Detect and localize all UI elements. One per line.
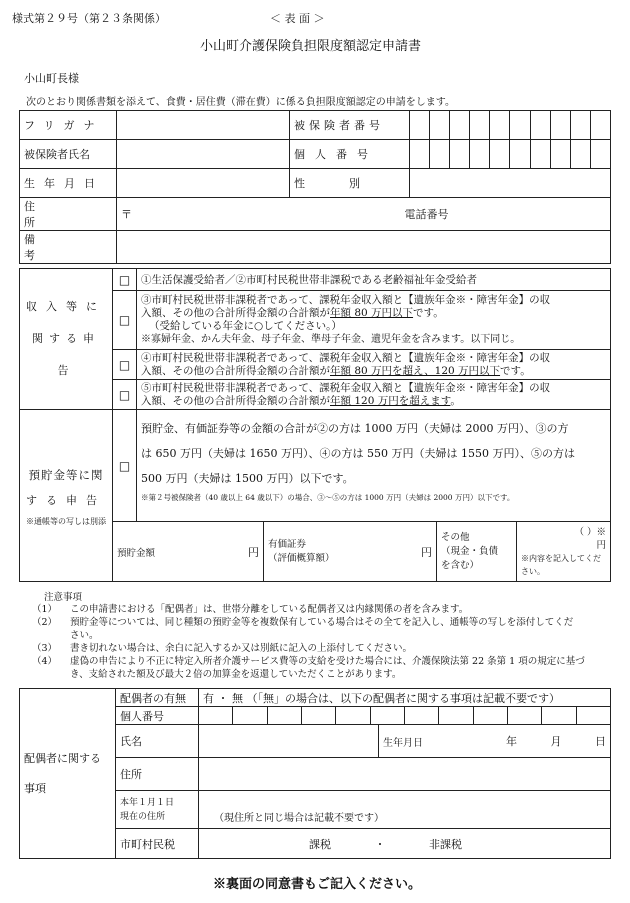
spouse-dob-field[interactable]: 年 月 日	[447, 725, 611, 758]
opt5-line2u: 年額 120 万円を超えます	[330, 394, 451, 407]
opt4-text	[137, 350, 611, 380]
spouse-section-label	[20, 689, 116, 859]
insured-no-digit[interactable]	[530, 111, 550, 140]
note-item	[30, 642, 615, 655]
jan1-address-label	[116, 791, 199, 829]
spouse-table	[19, 688, 611, 859]
note-number	[30, 668, 70, 681]
notes-list	[30, 603, 615, 681]
savings-line3: 500 万円（夫婦は 1500 万円）以下です。	[141, 472, 354, 485]
personal-no-digit[interactable]	[510, 140, 530, 169]
insured-no-label: 被保険者番号	[290, 111, 410, 140]
opt3-line4: ※寡婦年金、かん夫年金、母子年金、準母子年金、遺児年金を含みます。以下同じ。	[141, 334, 521, 345]
note-text: 書き切れない場合は、余白に記入するか又は別紙に記入の上添付してください。	[70, 643, 413, 654]
addressee: 小山町長様	[24, 72, 79, 85]
opt3-line1: ③市町村民税世帯非課税者であって、課税年金収入額と【遺族年金※・障害年金】の収	[141, 294, 551, 306]
savings-checkbox[interactable]: □	[113, 410, 137, 522]
note-number: （3）	[32, 643, 58, 654]
insured-no-digit[interactable]	[490, 111, 510, 140]
personal-no-digit[interactable]	[570, 140, 590, 169]
opt1-checkbox[interactable]: □	[113, 269, 137, 291]
furigana-field[interactable]	[117, 111, 290, 140]
other-paren: （ ）※	[574, 526, 606, 538]
phone-field[interactable]	[390, 198, 611, 231]
deposit-field[interactable]	[195, 522, 264, 582]
note-item	[30, 655, 615, 668]
savings-line2: は 650 万円（夫婦は 1650 万円）、④の方は 550 万円（夫婦は 1550 万円）、⑤の方は	[141, 447, 575, 460]
insured-no-digit[interactable]	[430, 111, 450, 140]
personal-no-digit[interactable]	[550, 140, 570, 169]
insured-no-digit[interactable]	[410, 111, 430, 140]
securities-label-1: 有価証券	[268, 538, 307, 550]
note-item	[30, 616, 615, 629]
personal-no-digit[interactable]	[590, 140, 610, 169]
spouse-label-2: 事項	[24, 781, 46, 795]
opt4-line2	[141, 365, 606, 378]
address-field[interactable]	[117, 198, 390, 231]
phone-label: 電話番号	[404, 208, 449, 221]
opt3-text	[137, 291, 611, 350]
postal-mark: 〒	[121, 208, 132, 221]
personal-no-digit[interactable]	[410, 140, 430, 169]
opt3-line2u: 年額 80 万円以下	[330, 307, 414, 319]
savings-label-2: する申告	[26, 493, 106, 507]
spouse-address-field[interactable]	[199, 758, 611, 791]
spouse-exists-label: 配偶者の有無	[116, 689, 199, 707]
savings-note: ※第２号被保険者（40 歳以上 64 歳以下）の場合、③～⑤の方は 1000 万円（夫婦は 2000 万円）以下です。	[141, 493, 515, 502]
insured-no-digit[interactable]	[450, 111, 470, 140]
notes-heading: 注意事項	[44, 592, 83, 603]
note-text: 預貯金等については、同じ種類の預貯金等を複数保有している場合はその全てを記入し、通帳等の写しを添付してくだ	[70, 617, 574, 628]
form-number: 様式第２９号（第２３条関係）	[12, 12, 166, 25]
insured-no-digit[interactable]	[590, 111, 610, 140]
spouse-name-field[interactable]	[199, 725, 379, 758]
note-number: （1）	[32, 604, 58, 615]
deposit-label: 預貯金額	[113, 522, 195, 582]
opt5-line2	[141, 395, 606, 408]
savings-label-1: 預貯金等に関	[28, 467, 104, 482]
declaration-table	[19, 268, 611, 582]
note-item	[30, 668, 615, 681]
opt3-line2	[141, 307, 606, 320]
personal-no-digit[interactable]	[470, 140, 490, 169]
income-label-1: 収入等に	[26, 300, 106, 313]
personal-no-digit[interactable]	[530, 140, 550, 169]
income-section-label	[20, 269, 113, 410]
other-yen: 円	[596, 539, 606, 551]
personal-no-digit[interactable]	[430, 140, 450, 169]
applicant-table	[19, 110, 611, 264]
opt1-text: ①生活保護受給者／②市町村民税世帯非課税である老齢福祉年金受給者	[137, 269, 611, 291]
income-label-2: 関する申告	[32, 332, 100, 377]
insured-no-digit[interactable]	[570, 111, 590, 140]
note-text: き、支給された額及び最大２倍の加算金を返還していただくことがあります。	[70, 669, 402, 680]
note-item	[30, 603, 615, 616]
spouse-address-label: 住所	[116, 758, 199, 791]
other-field[interactable]	[517, 522, 611, 582]
savings-text	[137, 410, 611, 522]
spouse-exists-options[interactable]: 有 ・ 無 （「無」の場合は、以下の配偶者に関する事項は記載不要です）	[199, 689, 611, 707]
personal-no-label: 個人番号	[290, 140, 410, 169]
sex-field[interactable]	[410, 169, 611, 198]
address-label: 住所	[20, 198, 117, 231]
tax-options[interactable]: 課税 ・ 非課税	[199, 829, 611, 859]
securities-label	[264, 522, 357, 582]
opt5-checkbox[interactable]: □	[113, 380, 137, 410]
remarks-field[interactable]	[117, 231, 611, 264]
insured-no-digit[interactable]	[470, 111, 490, 140]
opt4-line2a: 入額、その他の合計所得金額の合計額が	[141, 364, 330, 377]
opt3-checkbox[interactable]: □	[113, 291, 137, 350]
other-label	[437, 522, 517, 582]
spouse-dob-label: 生年月日	[379, 725, 447, 758]
note-text: 虚偽の申告により不正に特定入所者介護サービス費等の支給を受けた場合には、介護保険法第 22 条第 1 項の規定に基づ	[70, 656, 585, 667]
other-note: ※内容を記入してください。	[521, 553, 601, 576]
furigana-label: フリガナ	[20, 111, 117, 140]
other-label-2: （現金・負債	[441, 545, 499, 557]
jan1-address-field[interactable]: （現住所と同じ場合は記載不要です）	[199, 791, 611, 829]
opt5-line2b: 。	[450, 394, 461, 407]
note-text: この申請書における「配偶者」は、世帯分離をしている配偶者又は内縁関係の者を含みます。	[70, 604, 469, 615]
spouse-personal-no-field[interactable]	[199, 707, 611, 725]
personal-no-digit[interactable]	[450, 140, 470, 169]
opt5-line1: ⑤市町村民税世帯非課税者であって、課税年金収入額と【遺族年金※・障害年金】の収	[141, 381, 551, 394]
form-title: 小山町介護保険負担限度額認定申請書	[200, 39, 422, 54]
securities-label-2: （評価概算額）	[268, 552, 335, 564]
dob-label: 生年月日	[20, 169, 117, 198]
opt4-checkbox[interactable]: □	[113, 350, 137, 380]
note-text: さい。	[70, 630, 99, 641]
opt3-line3: （受給している年金に○してください。）	[149, 320, 342, 332]
personal-no-digit[interactable]	[490, 140, 510, 169]
jan1-label-1: 本年１月１日	[120, 797, 175, 808]
spouse-personal-no-label: 個人番号	[116, 707, 199, 725]
tax-label: 市町村民税	[116, 829, 199, 859]
note-number: （4）	[32, 656, 58, 667]
opt3-line2a: 入額、その他の合計所得金額の合計額が	[141, 307, 330, 319]
securities-yen: 円	[421, 545, 432, 559]
note-number: （2）	[32, 617, 58, 628]
note-item	[30, 629, 615, 642]
dob-field[interactable]	[117, 169, 290, 198]
remarks-label: 備考	[20, 231, 117, 264]
deposit-yen: 円	[248, 545, 259, 559]
sex-label: 性別	[290, 169, 410, 198]
name-field[interactable]	[117, 140, 290, 169]
footer-note: ※裏面の同意書もご記入ください。	[213, 877, 422, 892]
insured-no-digit[interactable]	[510, 111, 530, 140]
opt5-line2a: 入額、その他の合計所得金額の合計額が	[141, 394, 330, 407]
opt4-line2b: です。	[500, 364, 531, 377]
jan1-label-2: 現在の住所	[120, 811, 166, 822]
spouse-label-1: 配偶者に関する	[24, 751, 101, 765]
opt4-line1: ④市町村民税世帯非課税者であって、課税年金収入額と【遺族年金※・障害年金】の収	[141, 351, 551, 364]
savings-label-note: ※通帳等の写しは別添	[26, 516, 106, 526]
side-label: ＜ 表 面 ＞	[270, 12, 325, 25]
opt3-line2b: です。	[413, 307, 444, 319]
other-label-3: を含む）	[441, 559, 480, 571]
intro-text: 次のとおり関係書類を添えて、食費・居住費（滞在費）に係る負担限度額認定の申請をします。	[26, 97, 455, 108]
savings-line1: 預貯金、有価証券等の金額の合計が②の方は 1000 万円（夫婦は 2000 万円）、③の方	[141, 422, 569, 435]
savings-section-label	[20, 410, 113, 582]
opt4-line2u: 年額 80 万円を超え、120 万円以下	[330, 364, 501, 377]
securities-field[interactable]	[357, 522, 437, 582]
name-label: 被保険者氏名	[20, 140, 117, 169]
opt5-text	[137, 380, 611, 410]
insured-no-digit[interactable]	[550, 111, 570, 140]
note-number	[30, 629, 70, 642]
other-label-1: その他	[441, 531, 470, 543]
spouse-name-label: 氏名	[116, 725, 199, 758]
